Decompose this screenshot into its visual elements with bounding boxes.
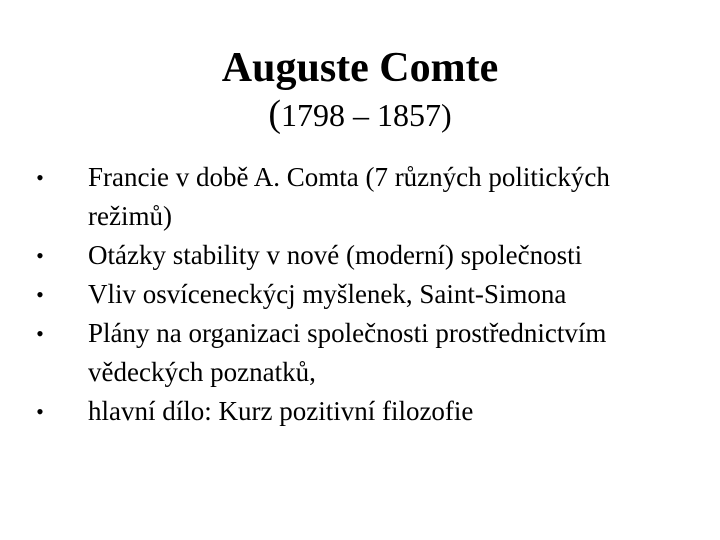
bullet-icon: • <box>36 282 44 307</box>
bullet-text: Otázky stability v nové (moderní) společnosti <box>88 240 583 270</box>
bullet-item <box>30 158 690 236</box>
bullet-text: Francie v době A. Comta (7 různých politických režimů) <box>88 162 610 231</box>
bullet-icon: • <box>36 243 44 268</box>
bullet-icon: • <box>36 399 44 424</box>
bullet-list <box>30 158 690 431</box>
bullet-item <box>30 392 690 431</box>
bullet-item <box>30 275 690 314</box>
title-block <box>150 42 570 135</box>
bullet-text: Plány na organizaci společnosti prostřednictvím vědeckých poznatků, <box>88 318 607 387</box>
bullet-icon: • <box>36 165 44 190</box>
subtitle-years: 1798 – 1857 <box>281 97 441 133</box>
bullet-text: hlavní dílo: Kurz pozitivní filozofie <box>88 396 474 426</box>
subtitle-close-paren: ) <box>441 97 452 133</box>
bullet-icon: • <box>36 321 44 346</box>
bullet-item <box>30 236 690 275</box>
bullet-item <box>30 314 690 392</box>
slide-title: Auguste Comte <box>221 45 499 91</box>
bullet-text: Vliv osvíceneckýcj myšlenek, Saint-Simona <box>88 279 567 309</box>
slide-subtitle <box>150 94 570 135</box>
subtitle-open-paren: ( <box>268 93 281 135</box>
